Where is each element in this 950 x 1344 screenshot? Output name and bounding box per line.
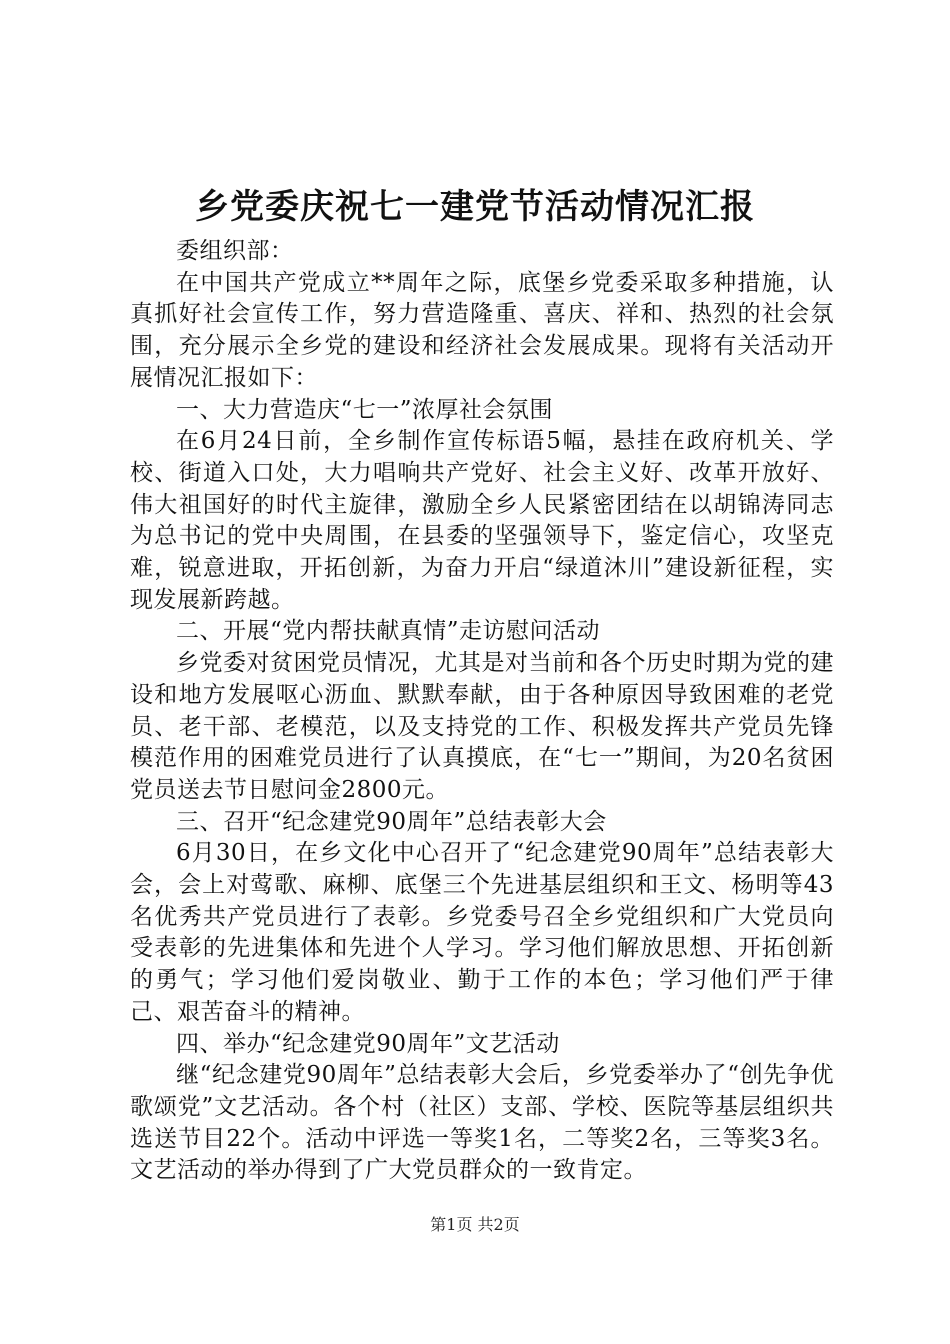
document-title: 乡党委庆祝七一建党节活动情况汇报 [195,187,755,227]
section-paragraph-3: 6月30日，在乡文化中心召开了“纪念建党90周年”总结表彰大会，会上对莺歌、麻柳、底堡三个先进基层组织和王文、杨明等43名优秀共产党员进行了表彰。乡党委号召全乡党组织和广大党员向受表彰的先进集体和先进个人学习。学习他们解放思想、开拓创新的勇气；学习他们爱岗敬业、勤于工作的本色；学习他们严于律己、艰苦奋斗的精神。 [130,840,834,1025]
page-footer: 第1页 共2页 [430,1215,520,1234]
document-body [130,236,834,1187]
section-heading-4: 四、举办“纪念建党90周年”文艺活动 [176,1030,560,1057]
section-heading-2: 二、开展“党内帮扶献真情”走访慰问活动 [176,618,601,645]
section-paragraph-4: 继“纪念建党90周年”总结表彰大会后，乡党委举办了“创先争优歌颂党”文艺活动。各个村（社区）支部、学校、医院等基层组织共选送节目22个。活动中评选一等奖1名，二等奖2名，三等奖3名。文艺活动的举办得到了广大党员群众的一致肯定。 [130,1062,834,1184]
section-paragraph-1: 在6月24日前，全乡制作宣传标语5幅，悬挂在政府机关、学校、街道入口处，大力唱响共产党好、社会主义好、改革开放好、伟大祖国好的时代主旋律，激励全乡人民紧密团结在以胡锦涛同志为总书记的党中央周围，在县委的坚强领导下，鉴定信心，攻坚克难，锐意进取，开拓创新，为奋力开启“绿道沐川”建设新征程，实现发展新跨越。 [130,428,834,613]
intro-paragraph: 在中国共产党成立**周年之际，底堡乡党委采取多种措施，认真抓好社会宣传工作，努力营造隆重、喜庆、祥和、热烈的社会氛围，充分展示全乡党的建设和经济社会发展成果。现将有关活动开展情况汇报如下： [130,269,834,391]
section-heading-3: 三、召开“纪念建党90周年”总结表彰大会 [176,808,607,835]
salutation: 委组织部： [176,238,294,264]
section-paragraph-2: 乡党委对贫困党员情况，尤其是对当前和各个历史时期为党的建设和地方发展呕心沥血、默默奉献，由于各种原因导致困难的老党员、老干部、老模范，以及支持党的工作、积极发挥共产党员先锋模范作用的困难党员进行了认真摸底，在“七一”期间，为20名贫困党员送去节日慰问金2800元。 [130,650,834,803]
section-heading-1: 一、大力营造庆“七一”浓厚社会氛围 [176,396,554,423]
